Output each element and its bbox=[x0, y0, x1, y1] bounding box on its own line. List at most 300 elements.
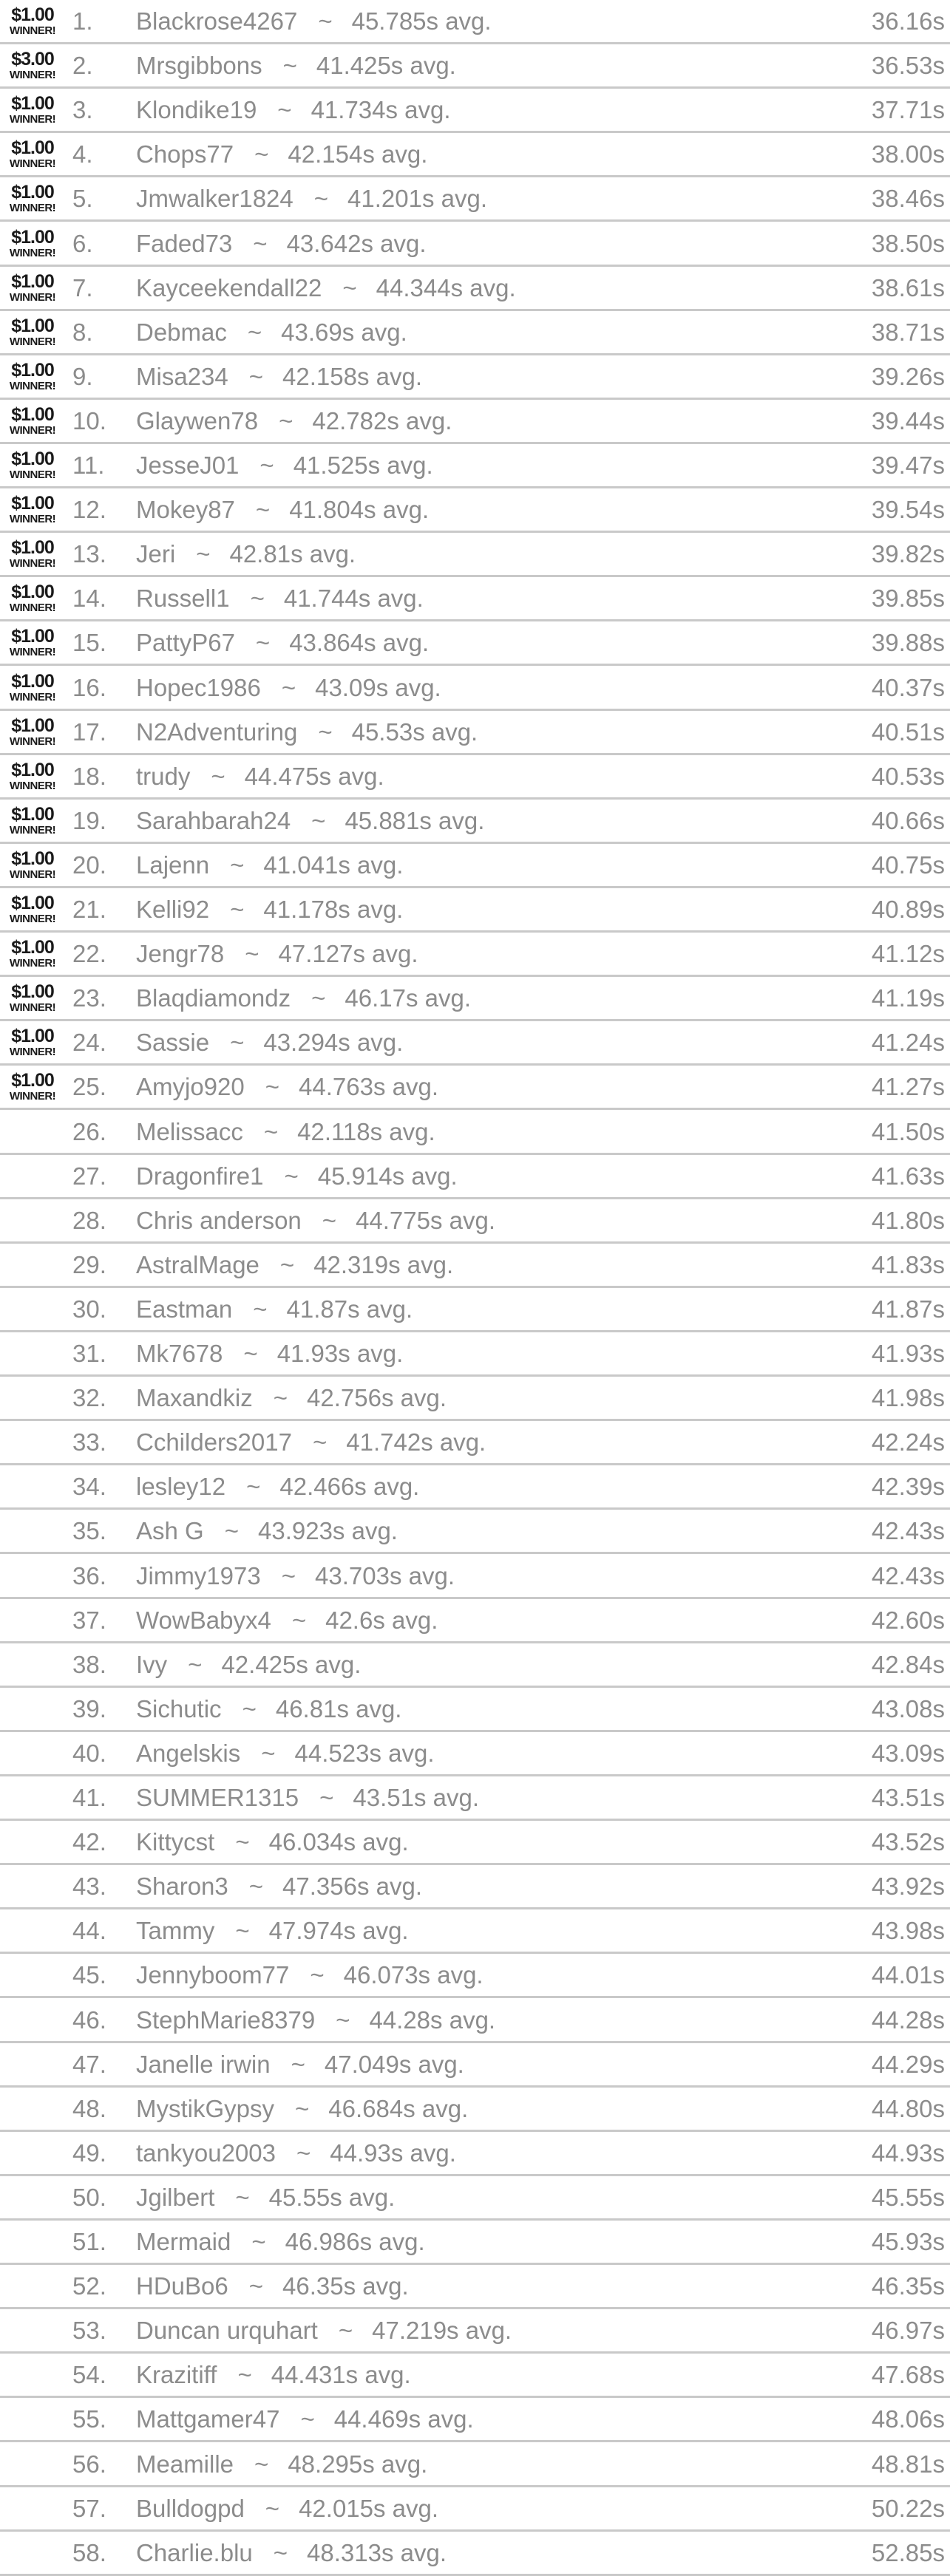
player-entry bbox=[136, 1555, 455, 1597]
separator: ~ bbox=[254, 2450, 269, 2478]
best-time-value: 43.51 bbox=[871, 1784, 933, 1811]
average-time: 44.475 bbox=[244, 763, 319, 790]
best-time-suffix: s bbox=[932, 1340, 945, 1367]
best-time-value: 41.83 bbox=[871, 1251, 933, 1278]
best-time-value: 42.39 bbox=[871, 1473, 933, 1500]
average-time: 45.914 bbox=[317, 1162, 393, 1190]
prize-label: WINNER! bbox=[9, 824, 56, 836]
average-suffix: s avg. bbox=[347, 1295, 413, 1323]
average-suffix: s avg. bbox=[343, 1917, 409, 1944]
prize-amount: $1.00 bbox=[11, 449, 54, 469]
average-suffix: s avg. bbox=[430, 1207, 496, 1234]
player-name: WowBabyx4 bbox=[136, 1606, 271, 1634]
best-time bbox=[872, 1954, 945, 1996]
rank-number: 57. bbox=[72, 2495, 106, 2522]
best-time-value: 43.08 bbox=[871, 1695, 933, 1723]
rank-number: 32. bbox=[72, 1384, 106, 1411]
leaderboard-row bbox=[0, 2043, 950, 2088]
average-time: 42.81 bbox=[229, 540, 291, 568]
leaderboard-row bbox=[0, 1909, 950, 1954]
best-time bbox=[872, 1465, 945, 1507]
average-time: 44.763 bbox=[299, 1073, 373, 1100]
best-time-suffix: s bbox=[932, 96, 945, 123]
best-time-suffix: s bbox=[932, 7, 945, 35]
prize-badge bbox=[1, 717, 64, 749]
player-entry bbox=[136, 44, 456, 86]
best-time-suffix: s bbox=[932, 1207, 945, 1234]
best-time-value: 43.92 bbox=[871, 1873, 933, 1900]
best-time bbox=[872, 621, 945, 664]
player-entry bbox=[136, 1643, 361, 1686]
prize-badge bbox=[1, 761, 64, 794]
best-time-suffix: s bbox=[932, 718, 945, 746]
rank-number: 6. bbox=[72, 230, 93, 257]
average-time: 41.87 bbox=[286, 1295, 348, 1323]
leaderboard-row bbox=[0, 1821, 950, 1865]
rank-number: 43. bbox=[72, 1873, 106, 1900]
best-time-value: 38.61 bbox=[871, 274, 933, 301]
player-name: Mattgamer47 bbox=[136, 2405, 280, 2433]
average-time: 42.782 bbox=[312, 407, 387, 435]
rank-number: 51. bbox=[72, 2228, 106, 2255]
leaderboard-row bbox=[0, 1155, 950, 1199]
prize-label: WINNER! bbox=[9, 1090, 56, 1103]
player-name: Lajenn bbox=[136, 851, 210, 879]
best-time bbox=[872, 2043, 945, 2085]
average-time: 44.523 bbox=[294, 1740, 370, 1767]
player-name: Jimmy1973 bbox=[136, 1562, 261, 1589]
best-time bbox=[872, 2265, 945, 2307]
player-name: Misa234 bbox=[136, 363, 228, 390]
best-time bbox=[872, 1021, 945, 1063]
leaderboard-row bbox=[0, 1111, 950, 1155]
player-entry bbox=[136, 488, 429, 531]
best-time-suffix: s bbox=[932, 2051, 945, 2078]
best-time-suffix: s bbox=[932, 452, 945, 479]
average-time: 46.986 bbox=[285, 2228, 360, 2255]
rank-number: 34. bbox=[72, 1473, 106, 1500]
best-time bbox=[872, 1332, 945, 1374]
prize-badge bbox=[1, 361, 64, 394]
leaderboard-row bbox=[0, 2532, 950, 2576]
best-time bbox=[872, 755, 945, 797]
best-time bbox=[872, 844, 945, 886]
best-time-suffix: s bbox=[932, 629, 945, 656]
leaderboard-row bbox=[0, 933, 950, 977]
separator: ~ bbox=[196, 540, 211, 568]
prize-label: WINNER! bbox=[9, 513, 56, 525]
best-time-value: 41.50 bbox=[871, 1118, 933, 1145]
best-time bbox=[872, 2132, 945, 2174]
prize-badge bbox=[1, 805, 64, 838]
player-entry bbox=[136, 1732, 435, 1774]
leaderboard-row bbox=[0, 977, 950, 1021]
prize-badge bbox=[1, 983, 64, 1015]
best-time bbox=[872, 177, 945, 219]
separator: ~ bbox=[188, 1651, 203, 1678]
prize-label: WINNER! bbox=[9, 780, 56, 792]
player-name: Debmac bbox=[136, 318, 227, 346]
prize-badge bbox=[1, 850, 64, 882]
average-suffix: s avg. bbox=[364, 629, 430, 656]
average-suffix: s avg. bbox=[408, 2405, 474, 2433]
best-time-value: 40.75 bbox=[871, 851, 933, 879]
best-time bbox=[872, 977, 945, 1019]
average-suffix: s avg. bbox=[430, 2006, 496, 2034]
best-time-suffix: s bbox=[932, 540, 945, 568]
leaderboard-row bbox=[0, 1999, 950, 2043]
prize-label: WINNER! bbox=[9, 913, 56, 925]
player-entry bbox=[136, 133, 427, 175]
leaderboard-row bbox=[0, 755, 950, 800]
best-time-value: 37.71 bbox=[871, 96, 933, 123]
prize-amount: $1.00 bbox=[11, 848, 54, 869]
player-name: Ivy bbox=[136, 1651, 168, 1678]
player-name: Chris anderson bbox=[136, 1207, 302, 1234]
average-time: 41.525 bbox=[293, 452, 368, 479]
rank-number: 29. bbox=[72, 1251, 106, 1278]
separator: ~ bbox=[235, 1917, 250, 1944]
rank-number: 18. bbox=[72, 763, 106, 790]
separator: ~ bbox=[338, 2317, 353, 2344]
separator: ~ bbox=[248, 363, 264, 390]
player-entry bbox=[136, 2265, 409, 2307]
player-entry bbox=[136, 222, 427, 265]
best-time bbox=[872, 2176, 945, 2218]
rank-number: 10. bbox=[72, 407, 106, 435]
player-name: Mokey87 bbox=[136, 496, 235, 523]
best-time bbox=[872, 2354, 945, 2396]
average-suffix: s avg. bbox=[296, 1651, 362, 1678]
player-entry bbox=[136, 0, 492, 42]
best-time bbox=[872, 888, 945, 930]
average-time: 42.154 bbox=[288, 140, 363, 168]
rank-number: 17. bbox=[72, 718, 106, 746]
best-time bbox=[872, 1155, 945, 1197]
best-time-suffix: s bbox=[932, 2317, 945, 2344]
best-time-suffix: s bbox=[932, 1029, 945, 1056]
prize-badge bbox=[1, 273, 64, 305]
separator: ~ bbox=[255, 496, 271, 523]
average-suffix: s avg. bbox=[390, 52, 456, 79]
rank-number: 3. bbox=[72, 96, 93, 123]
leaderboard-row bbox=[0, 1244, 950, 1288]
separator: ~ bbox=[251, 2228, 266, 2255]
best-time-value: 39.44 bbox=[871, 407, 933, 435]
leaderboard-row bbox=[0, 0, 950, 44]
rank-number: 31. bbox=[72, 1340, 106, 1367]
separator: ~ bbox=[243, 1340, 258, 1367]
best-time bbox=[872, 44, 945, 86]
leaderboard-row bbox=[0, 1288, 950, 1332]
best-time-value: 48.06 bbox=[871, 2405, 933, 2433]
rank-number: 11. bbox=[72, 452, 105, 479]
average-time: 41.742 bbox=[346, 1428, 421, 1456]
average-time: 41.425 bbox=[316, 52, 391, 79]
player-entry bbox=[136, 621, 429, 664]
rank-number: 14. bbox=[72, 585, 106, 612]
best-time bbox=[872, 1510, 945, 1552]
player-entry bbox=[136, 1688, 401, 1730]
prize-amount: $1.00 bbox=[11, 804, 54, 825]
best-time-suffix: s bbox=[932, 674, 945, 701]
player-entry bbox=[136, 1199, 495, 1241]
best-time-suffix: s bbox=[932, 940, 945, 967]
best-time-value: 42.60 bbox=[871, 1606, 933, 1634]
prize-badge bbox=[1, 6, 64, 38]
prize-label: WINNER! bbox=[9, 157, 56, 170]
leaderboard-row bbox=[0, 1199, 950, 1244]
average-suffix: s avg. bbox=[319, 763, 384, 790]
average-suffix: s avg. bbox=[389, 1562, 455, 1589]
average-time: 42.6 bbox=[325, 1606, 373, 1634]
average-time: 43.703 bbox=[315, 1562, 390, 1589]
best-time-value: 43.52 bbox=[871, 1828, 933, 1856]
player-name: Sichutic bbox=[136, 1695, 222, 1723]
leaderboard-row bbox=[0, 2088, 950, 2132]
average-suffix: s avg. bbox=[330, 2184, 396, 2211]
average-suffix: s avg. bbox=[406, 984, 472, 1012]
best-time-value: 38.71 bbox=[871, 318, 933, 346]
rank-number: 50. bbox=[72, 2184, 106, 2211]
best-time-suffix: s bbox=[932, 1073, 945, 1100]
leaderboard-row bbox=[0, 577, 950, 621]
average-time: 47.974 bbox=[268, 1917, 344, 1944]
leaderboard-row bbox=[0, 667, 950, 711]
best-time-suffix: s bbox=[932, 763, 945, 790]
best-time-suffix: s bbox=[932, 1473, 945, 1500]
rank-number: 26. bbox=[72, 1118, 106, 1145]
separator: ~ bbox=[311, 984, 326, 1012]
player-name: Eastman bbox=[136, 1295, 233, 1323]
rank-number: 39. bbox=[72, 1695, 106, 1723]
best-time bbox=[872, 1111, 945, 1153]
best-time bbox=[872, 444, 945, 486]
average-time: 45.785 bbox=[351, 7, 427, 35]
separator: ~ bbox=[313, 185, 329, 212]
rank-number: 45. bbox=[72, 1961, 106, 1989]
player-entry bbox=[136, 1377, 447, 1419]
leaderboard-row bbox=[0, 800, 950, 844]
separator: ~ bbox=[230, 1029, 245, 1056]
best-time bbox=[872, 1599, 945, 1641]
separator: ~ bbox=[265, 1073, 280, 1100]
separator: ~ bbox=[248, 1873, 264, 1900]
leaderboard-row bbox=[0, 1421, 950, 1465]
leaderboard-row bbox=[0, 177, 950, 222]
rank-number: 55. bbox=[72, 2405, 106, 2433]
player-name: lesley12 bbox=[136, 1473, 226, 1500]
player-entry bbox=[136, 2309, 512, 2351]
prize-amount: $1.00 bbox=[11, 360, 54, 381]
player-name: Janelle irwin bbox=[136, 2051, 271, 2078]
prize-badge bbox=[1, 627, 64, 660]
separator: ~ bbox=[261, 1740, 276, 1767]
best-time-value: 43.98 bbox=[871, 1917, 933, 1944]
best-time bbox=[872, 2398, 945, 2440]
average-suffix: s avg. bbox=[398, 2051, 464, 2078]
player-entry bbox=[136, 2088, 468, 2130]
average-suffix: s avg. bbox=[336, 1695, 402, 1723]
rank-number: 33. bbox=[72, 1428, 106, 1456]
separator: ~ bbox=[291, 2051, 305, 2078]
best-time bbox=[872, 2443, 945, 2485]
player-entry bbox=[136, 1776, 479, 1819]
prize-label: WINNER! bbox=[9, 424, 56, 437]
separator: ~ bbox=[255, 629, 271, 656]
player-name: Glaywen78 bbox=[136, 407, 259, 435]
average-suffix: s avg. bbox=[426, 7, 492, 35]
player-name: Jgilbert bbox=[136, 2184, 215, 2211]
average-suffix: s avg. bbox=[342, 318, 407, 346]
prize-label: WINNER! bbox=[9, 691, 56, 703]
player-name: Russell1 bbox=[136, 585, 230, 612]
prize-amount: $1.00 bbox=[11, 981, 54, 1002]
average-suffix: s avg. bbox=[353, 940, 418, 967]
best-time bbox=[872, 1643, 945, 1686]
prize-label: WINNER! bbox=[9, 69, 56, 81]
player-entry bbox=[136, 1599, 438, 1641]
average-suffix: s avg. bbox=[421, 185, 488, 212]
best-time-value: 45.93 bbox=[871, 2228, 933, 2255]
rank-number: 24. bbox=[72, 1029, 106, 1056]
average-time: 46.684 bbox=[328, 2095, 404, 2122]
average-time: 41.201 bbox=[347, 185, 422, 212]
best-time-value: 46.97 bbox=[871, 2317, 933, 2344]
best-time-value: 36.53 bbox=[871, 52, 933, 79]
prize-amount: $3.00 bbox=[11, 49, 54, 69]
best-time-suffix: s bbox=[932, 2405, 945, 2433]
average-time: 43.09 bbox=[315, 674, 376, 701]
player-name: Meamille bbox=[136, 2450, 234, 2478]
average-time: 43.864 bbox=[289, 629, 364, 656]
average-time: 48.313 bbox=[307, 2539, 381, 2566]
average-suffix: s avg. bbox=[376, 674, 441, 701]
best-time-suffix: s bbox=[932, 1295, 945, 1323]
player-name: Jmwalker1824 bbox=[136, 185, 294, 212]
best-time-suffix: s bbox=[932, 2450, 945, 2478]
prize-amount: $1.00 bbox=[11, 1026, 54, 1046]
average-suffix: s avg. bbox=[354, 1473, 420, 1500]
prize-label: WINNER! bbox=[9, 291, 56, 304]
best-time-suffix: s bbox=[932, 2184, 945, 2211]
average-time: 41.041 bbox=[263, 851, 339, 879]
best-time-value: 44.29 bbox=[871, 2051, 933, 2078]
rank-number: 19. bbox=[72, 807, 106, 834]
rank-number: 1. bbox=[72, 7, 93, 35]
best-time bbox=[872, 311, 945, 353]
leaderboard-row bbox=[0, 89, 950, 133]
prize-amount: $1.00 bbox=[11, 404, 54, 425]
leaderboard-row bbox=[0, 1643, 950, 1688]
separator: ~ bbox=[246, 1473, 261, 1500]
player-entry bbox=[136, 1244, 453, 1286]
separator: ~ bbox=[230, 896, 245, 923]
player-name: Sassie bbox=[136, 1029, 210, 1056]
average-suffix: s avg. bbox=[338, 1340, 404, 1367]
player-name: Mk7678 bbox=[136, 1340, 223, 1367]
leaderboard-row bbox=[0, 2487, 950, 2532]
player-entry bbox=[136, 355, 422, 398]
best-time-suffix: s bbox=[932, 1784, 945, 1811]
average-suffix: s avg. bbox=[367, 452, 433, 479]
prize-amount: $1.00 bbox=[11, 760, 54, 780]
player-name: Ash G bbox=[136, 1517, 204, 1544]
best-time bbox=[872, 1288, 945, 1330]
best-time-suffix: s bbox=[932, 318, 945, 346]
player-entry bbox=[136, 1909, 409, 1952]
player-entry bbox=[136, 1288, 413, 1330]
separator: ~ bbox=[263, 1118, 279, 1145]
separator: ~ bbox=[318, 7, 333, 35]
prize-amount: $1.00 bbox=[11, 137, 54, 158]
rank-number: 37. bbox=[72, 1606, 106, 1634]
player-name: tankyou2003 bbox=[136, 2139, 276, 2167]
average-suffix: s avg. bbox=[387, 407, 452, 435]
prize-badge bbox=[1, 539, 64, 571]
separator: ~ bbox=[282, 52, 297, 79]
prize-badge bbox=[1, 894, 64, 927]
average-suffix: s avg. bbox=[388, 1251, 454, 1278]
leaderboard-row bbox=[0, 2176, 950, 2221]
leaderboard-row bbox=[0, 1599, 950, 1643]
average-suffix: s avg. bbox=[356, 363, 422, 390]
best-time-suffix: s bbox=[932, 807, 945, 834]
rank-number: 40. bbox=[72, 1740, 106, 1767]
separator: ~ bbox=[242, 1695, 257, 1723]
best-time bbox=[872, 400, 945, 442]
average-time: 44.775 bbox=[356, 1207, 430, 1234]
average-suffix: s avg. bbox=[450, 274, 516, 301]
average-time: 42.015 bbox=[299, 2495, 374, 2522]
best-time bbox=[872, 0, 945, 42]
rank-number: 23. bbox=[72, 984, 106, 1012]
prize-badge bbox=[1, 1027, 64, 1060]
best-time-suffix: s bbox=[932, 52, 945, 79]
average-time: 42.319 bbox=[313, 1251, 389, 1278]
prize-amount: $1.00 bbox=[11, 271, 54, 292]
best-time-suffix: s bbox=[932, 2495, 945, 2522]
best-time bbox=[872, 1821, 945, 1863]
best-time bbox=[872, 222, 945, 265]
player-entry bbox=[136, 311, 407, 353]
separator: ~ bbox=[296, 2139, 311, 2167]
leaderboard-row bbox=[0, 355, 950, 400]
average-suffix: s avg. bbox=[373, 1606, 438, 1634]
best-time-value: 48.81 bbox=[871, 2450, 933, 2478]
separator: ~ bbox=[248, 2272, 264, 2300]
separator: ~ bbox=[245, 940, 259, 967]
average-time: 45.55 bbox=[268, 2184, 330, 2211]
player-entry bbox=[136, 267, 516, 309]
leaderboard-row bbox=[0, 621, 950, 666]
rank-number: 4. bbox=[72, 140, 93, 168]
best-time-value: 41.19 bbox=[871, 984, 933, 1012]
player-entry bbox=[136, 1999, 495, 2041]
best-time-value: 41.24 bbox=[871, 1029, 933, 1056]
leaderboard-row bbox=[0, 44, 950, 89]
player-name: Angelskis bbox=[136, 1740, 241, 1767]
separator: ~ bbox=[279, 407, 294, 435]
best-time bbox=[872, 2532, 945, 2574]
separator: ~ bbox=[259, 452, 274, 479]
leaderboard-row bbox=[0, 1555, 950, 1599]
separator: ~ bbox=[230, 851, 245, 879]
leaderboard-row bbox=[0, 533, 950, 577]
best-time bbox=[872, 267, 945, 309]
player-entry bbox=[136, 1510, 398, 1552]
average-time: 43.294 bbox=[263, 1029, 339, 1056]
